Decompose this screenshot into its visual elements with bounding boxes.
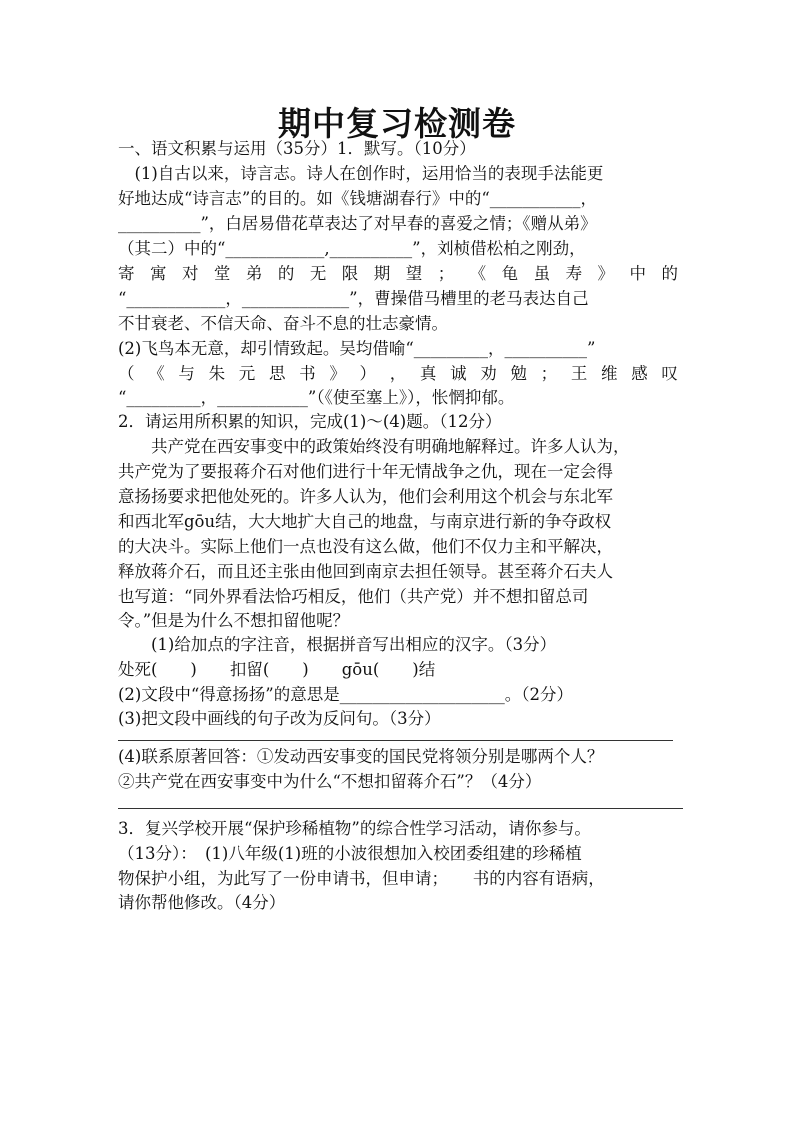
justified-char: 望 (405, 264, 423, 283)
justified-char: 》 (597, 264, 615, 283)
q1-line-3: __________”，白居易借花草表达了对早春的喜爱之情；《赠从弟》 (118, 214, 597, 233)
justified-char: ； (437, 264, 455, 283)
justified-char: 》 (329, 364, 346, 383)
q2-sub1-blanks: 处死( ) 扣留( ) gōu( )结 (118, 660, 436, 679)
justified-char: 无 (309, 264, 327, 283)
q3-line-4: 请你帮他修改。（4分） (118, 893, 286, 912)
justified-char: 与 (178, 364, 195, 383)
justified-char: 元 (238, 364, 256, 383)
justified-char: 限 (341, 264, 359, 283)
passage-line-6: 释放蒋介石，而且还主张由他回到南京去担任领导。甚至蒋介石夫人 (118, 562, 613, 581)
question-2-heading: 2．请运用所积累的知识，完成(1)～(4)题。（12分） (118, 412, 502, 431)
answer-line-sub3 (118, 740, 673, 741)
justified-char: 对 (181, 264, 199, 283)
justified-char: 感 (631, 364, 648, 383)
justified-char: 维 (601, 364, 618, 383)
q1-line-4: （其二）中的“____________,__________”，刘桢借松柏之刚劲， (118, 239, 586, 258)
q1-line-5 (118, 262, 678, 286)
justified-char: 《 (469, 264, 487, 283)
q1-line-2: 好地达成“诗言志”的目的。如《钱塘湖春行》中的“___________， (118, 189, 598, 208)
q2-sub2: (2)文段中“得意扬扬”的意思是____________________。（2分） (118, 685, 573, 704)
q1-part2-line-2 (118, 362, 678, 386)
justified-char: 诚 (450, 364, 467, 383)
answer-line-sub4 (118, 808, 683, 809)
q2-sub3: (3)把文段中画线的句子改为反问句。（3分） (118, 709, 441, 728)
q2-sub4-line-1: (4)联系原著回答：①发动西安事变的国民党将领分别是哪两个人？ (118, 747, 604, 766)
passage-line-5: 的大决斗。实际上他们一点也没有这么做，他们不仅力主和平解决， (118, 537, 613, 556)
justified-char: 寓 (149, 264, 167, 283)
justified-char: 龟 (501, 264, 519, 283)
justified-char: 堂 (213, 264, 231, 283)
justified-char: 真 (419, 364, 437, 383)
q2-sub1: (1)给加点的字注音，根据拼音写出相应的汉字。（3分） (118, 635, 557, 654)
q1-part2-line-1: (2)飞鸟本无意，却引情致起。吴均借喻“_________，__________” (118, 339, 596, 358)
passage-line-4: 和西北军gōu结，大大地扩大自己的地盘，与南京进行新的争夺政权 (118, 512, 612, 531)
passage-line-3: 意扬扬要求把他处死的。许多人认为，他们会利用这个机会与东北军 (118, 487, 613, 506)
justified-char: 《 (148, 364, 165, 383)
justified-char: 勉 (510, 364, 527, 383)
justified-char: 寄 (118, 264, 135, 283)
justified-char: 劝 (480, 364, 497, 383)
justified-char: 思 (268, 364, 286, 383)
passage-line-8: 令。”但是为什么不想扣留他呢？ (118, 611, 350, 630)
q3-line-2: （13分）： (1)八年级(1)班的小波很想加入校团委组建的珍稀植 (118, 844, 582, 863)
justified-char: 寿 (565, 264, 583, 283)
justified-char: 弟 (245, 264, 263, 283)
q3-line-3: 物保护小组，为此写了一份申请书，但申请； 书的内容有语病， (118, 869, 605, 888)
justified-char: ； (540, 364, 558, 383)
justified-char: 中 (629, 264, 646, 283)
passage-line-2: 共产党为了要报蒋介石对他们进行十年无情战争之仇，现在一定会得 (118, 462, 613, 481)
question-3-heading: 3．复兴学校开展“保护珍稀植物”的综合性学习活动，请你参与。 (118, 819, 591, 838)
q2-sub4-line-2: ②共产党在西安事变中为什么“不想扣留蒋介石”？（4分） (118, 772, 542, 791)
justified-char: 叹 (661, 364, 678, 383)
section-one-heading: 一、语文积累与运用（35分）1．默写。（10分） (118, 139, 476, 158)
passage-line-7: 也写道：“同外界看法恰巧相反，他们（共产党）并不想扣留总司 (118, 587, 589, 606)
justified-char: 期 (373, 264, 391, 283)
justified-char: （ (118, 364, 135, 383)
justified-char: ， (389, 364, 407, 383)
q1-line-6: “____________，_____________”，曹操借马槽里的老马表达自己 (118, 289, 589, 308)
justified-char: 王 (570, 364, 588, 383)
q1-part2-line-3: “_________，___________”（《使至塞上》），怅惘抑郁。 (118, 388, 515, 407)
justified-char: 朱 (208, 364, 226, 383)
q1-line-1: (1)自古以来，诗言志。诗人在创作时，运用恰当的表现手法能更 (118, 164, 604, 183)
justified-char: 的 (277, 264, 295, 283)
page-title: 期中复习检测卷 (278, 104, 516, 143)
passage-line-1: 共产党在西安事变中的政策始终没有明确地解释过。许多人认为， (118, 437, 630, 456)
justified-char: 虽 (533, 264, 551, 283)
justified-char: 书 (299, 364, 316, 383)
justified-char: ） (359, 364, 376, 383)
q1-line-7: 不甘衰老、不信天命、奋斗不息的壮志豪情。 (118, 314, 448, 333)
justified-char: 的 (661, 264, 678, 283)
